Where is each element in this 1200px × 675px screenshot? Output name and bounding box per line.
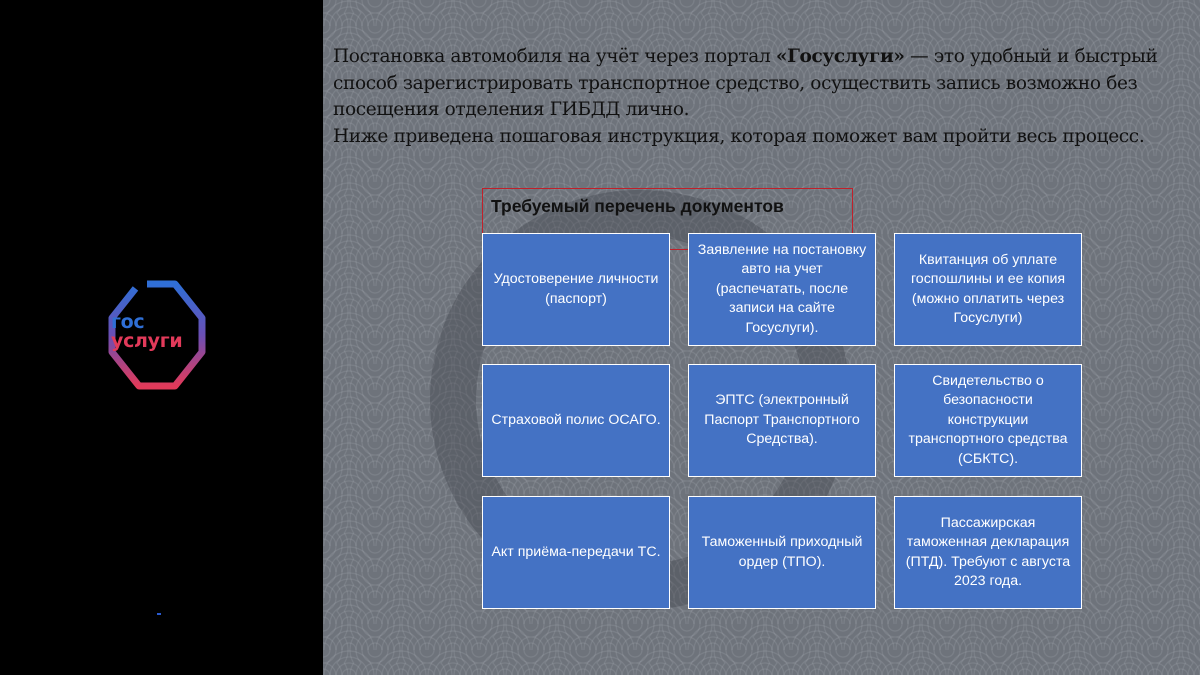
intro-part-2: — это удобный и быстрый способ зарегистрировать транспортное средство, осуществить запись возможно без посещения отделения ГИБДД лично.	[333, 46, 1158, 120]
document-card: ЭПТС (электронный Паспорт Транспортного Средства).	[688, 364, 876, 477]
document-card: Квитанция об уплате госпошлины и ее копия (можно оплатить через Госуслуги)	[894, 233, 1082, 346]
decorative-dot	[157, 613, 161, 615]
logo-line-1: гос	[111, 311, 145, 333]
document-card: Удостоверение личности (паспорт)	[482, 233, 670, 346]
gosuslugi-logo	[107, 280, 207, 390]
intro-paragraph-2: Ниже приведена пошаговая инструкция, которая поможет вам пройти весь процесс.	[333, 125, 1145, 147]
intro-part-1: Постановка автомобиля на учёт через портал	[333, 46, 776, 67]
intro-brand: «Госуслуги»	[775, 46, 905, 67]
document-card: Заявление на постановку авто на учет (распечатать, после записи на сайте Госуслуги).	[688, 233, 876, 346]
documents-title: Требуемый перечень документов	[491, 196, 784, 216]
document-card: Таможенный приходный ордер (ТПО).	[688, 496, 876, 609]
document-card: Страховой полис ОСАГО.	[482, 364, 670, 477]
left-panel	[0, 0, 323, 675]
intro-paragraph-1	[333, 44, 1173, 124]
document-card: Свидетельство о безопасности конструкции транспортного средства (СБКТС).	[894, 364, 1082, 477]
document-card: Акт приёма-передачи ТС.	[482, 496, 670, 609]
logo-line-2: услуги	[111, 330, 183, 352]
intro-text	[333, 44, 1173, 150]
document-card: Пассажирская таможенная декларация (ПТД). Требуют с августа 2023 года.	[894, 496, 1082, 609]
